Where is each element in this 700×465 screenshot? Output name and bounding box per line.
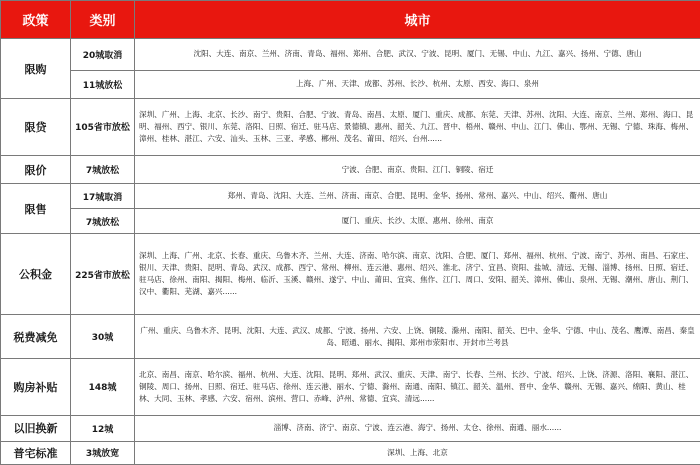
table-row	[1, 234, 700, 315]
policy-name: 税费减免	[1, 315, 71, 359]
header-policy: 政策	[1, 1, 71, 39]
category-label: 148城	[71, 358, 135, 415]
city-list: 深圳、广州、上海、北京、长沙、南宁、贵阳、合肥、宁波、青岛、南昌、太原、厦门、重庆、成都、东莞、天津、苏州、沈阳、大连、南京、兰州、郑州、海口、昆明、福州、西宁、银川、东莞、洛阳、日照、宿迁、驻马店、景德镇、惠州、韶关、九江、晋中、梧州、赣州、中山、江门、佛山、鄂州、无锡、宁德、珠海、梅州、漳州、桂林、湛江、六安、汕头、玉林、三亚、孝感、郴州、茂名、莆田、绍兴、台州......	[135, 99, 700, 156]
policy-name: 限贷	[1, 99, 71, 156]
table-row	[1, 155, 700, 183]
policy-name: 限售	[1, 184, 71, 234]
table-row	[1, 315, 700, 359]
category-label: 11城放松	[71, 70, 135, 98]
category-label: 225省市放松	[71, 234, 135, 315]
header-category: 类别	[71, 1, 135, 39]
table-row	[1, 39, 700, 71]
policy-name: 限购	[1, 39, 71, 99]
city-list: 深圳、上海、北京	[135, 441, 700, 464]
table-header-row	[1, 1, 700, 39]
city-list: 深圳、上海、广州、北京、长春、重庆、乌鲁木齐、兰州、大连、济南、哈尔滨、南京、沈阳、合肥、厦门、郑州、福州、杭州、宁波、南宁、苏州、南昌、石家庄、银川、天津、贵阳、昆明、青岛、武汉、成都、西宁、常州、柳州、连云港、惠州、绍兴、淮北、济宁、宜昌、资阳、盐城、清远、无锡、淄博、扬州、日照、宿迁、驻马店、徐州、南阳、揭阳、梅州、临沂、玉溪、赣州、遂宁、中山、莆田、宜宾、焦作、江门、周口、安阳、韶关、漳州、佛山、泉州、无锡、潮州、唐山、荆门、汉中、衢阳、芜湖、嘉兴......	[135, 234, 700, 315]
city-list: 厦门、重庆、长沙、太原、惠州、徐州、南京	[135, 209, 700, 234]
city-list: 北京、南昌、南京、哈尔滨、福州、杭州、大连、沈阳、昆明、郑州、武汉、重庆、天津、南宁、长春、兰州、长沙、宁波、绍兴、上饶、济源、洛阳、襄阳、湛江、铜陵、周口、扬州、日照、宿迁、驻马店、徐州、连云港、丽水、宁德、滁州、南通、南阳、镇江、韶关、温州、晋中、金华、赣州、无锡、嘉兴、绵阳、黄山、桂林、大同、玉林、孝感、六安、宿州、滨州、营口、赤峰、泸州、常德、宜宾、清远......	[135, 358, 700, 415]
category-label: 7城放松	[71, 209, 135, 234]
city-list: 上海、广州、天津、成都、苏州、长沙、杭州、太原、西安、海口、泉州	[135, 70, 700, 98]
city-list: 广州、重庆、乌鲁木齐、昆明、沈阳、大连、武汉、成都、宁波、扬州、六安、上饶、铜陵、滁州、南阳、韶关、巴中、金华、宁德、中山、茂名、鹰潭、南昌、秦皇岛、昭通、丽水、揭阳、郑州市荥阳市、开封市兰考县	[135, 315, 700, 359]
city-list: 淄博、济南、济宁、南京、宁波、连云港、海宁、扬州、太仓、徐州、南通、丽水......	[135, 415, 700, 441]
table-row	[1, 70, 700, 98]
category-label: 20城取消	[71, 39, 135, 71]
header-cities: 城市	[135, 1, 700, 39]
city-list: 郑州、青岛、沈阳、大连、兰州、济南、南京、合肥、昆明、金华、扬州、常州、嘉兴、中山、绍兴、衢州、唐山	[135, 184, 700, 209]
policy-name: 公积金	[1, 234, 71, 315]
category-label: 105省市放松	[71, 99, 135, 156]
category-label: 17城取消	[71, 184, 135, 209]
table-row	[1, 415, 700, 441]
policy-name: 购房补贴	[1, 358, 71, 415]
table-row	[1, 209, 700, 234]
category-label: 7城放松	[71, 155, 135, 183]
table-row	[1, 184, 700, 209]
policy-name: 以旧换新	[1, 415, 71, 441]
category-label: 12城	[71, 415, 135, 441]
table-row	[1, 99, 700, 156]
policy-name: 限价	[1, 155, 71, 183]
city-list: 沈阳、大连、南京、兰州、济南、青岛、福州、郑州、合肥、武汉、宁波、昆明、厦门、无锡、中山、九江、嘉兴、扬州、宁德、唐山	[135, 39, 700, 71]
table-row	[1, 441, 700, 464]
city-list: 宁波、合肥、南京、贵阳、江门、铜陵、宿迁	[135, 155, 700, 183]
category-label: 3城放宽	[71, 441, 135, 464]
policy-name: 普宅标准	[1, 441, 71, 464]
table-row	[1, 358, 700, 415]
category-label: 30城	[71, 315, 135, 359]
